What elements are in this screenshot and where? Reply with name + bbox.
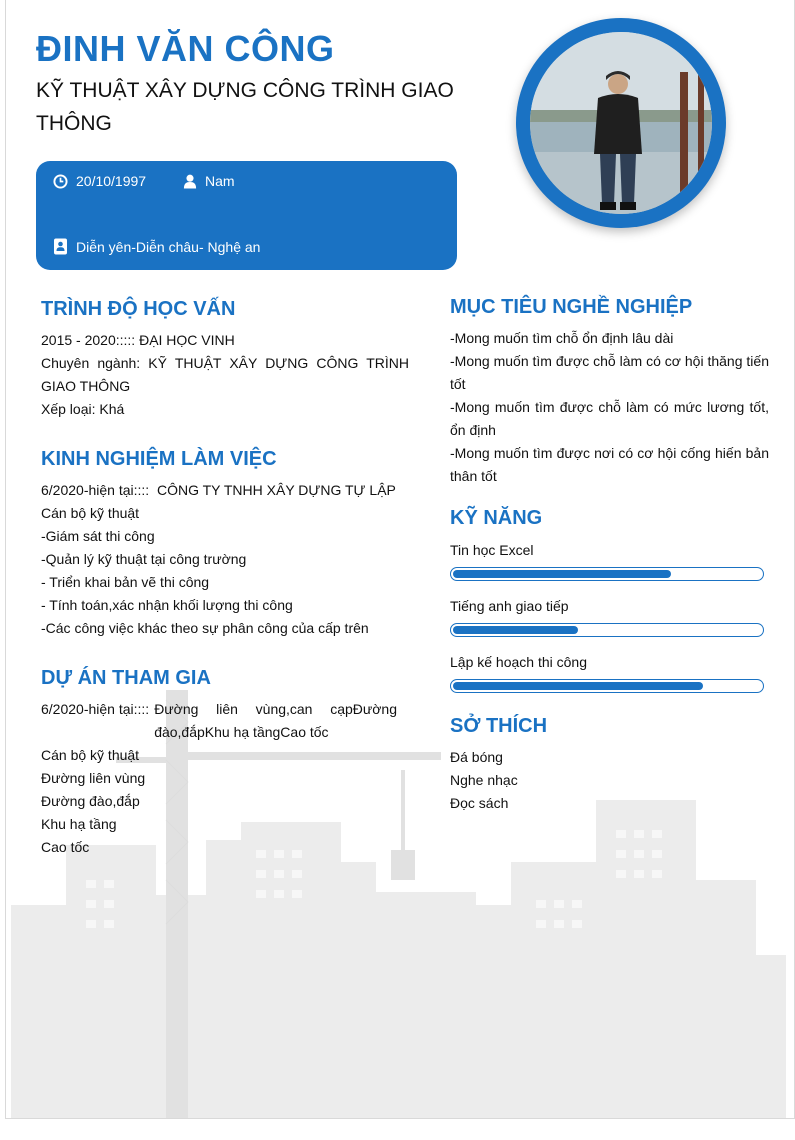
- list-item: -Giám sát thi công: [41, 528, 155, 544]
- user-icon: [183, 174, 197, 189]
- birthday-value: 20/10/1997: [76, 173, 147, 189]
- candidate-name: ĐINH VĂN CÔNG: [36, 28, 335, 69]
- skill-name: Tiếng anh giao tiếp: [450, 598, 569, 614]
- list-item: Nghe nhạc: [450, 772, 518, 788]
- list-item: Cao tốc: [41, 839, 90, 855]
- skill-bar: [450, 567, 764, 581]
- list-item: -Mong muốn tìm được chỗ làm có mức lương tốt, ổn định: [450, 399, 769, 438]
- gender-item: [183, 173, 235, 189]
- list-item: -Quản lý kỹ thuật tại công trường: [41, 551, 247, 567]
- contact-book-icon: [53, 238, 68, 255]
- list-item: Cán bộ kỹ thuật: [41, 505, 140, 521]
- objective-title: MỤC TIÊU NGHỀ NGHIỆP: [450, 296, 693, 318]
- list-item: Đọc sách: [450, 795, 509, 811]
- education-line: [41, 329, 409, 352]
- list-item: -Mong muốn tìm được chỗ làm có cơ hội thăng tiến tốt: [450, 353, 769, 392]
- education-major: Chuyên ngành: KỸ THUẬT XÂY DỰNG CÔNG TRÌNH GIAO THÔNG: [41, 355, 409, 394]
- skill-name: Lập kế hoạch thi công: [450, 654, 587, 670]
- objective-content: [450, 327, 769, 488]
- list-item: Đường liên vùng: [41, 770, 146, 786]
- skill-bar-fill: [453, 626, 578, 634]
- skill-bar-fill: [453, 682, 703, 690]
- list-item: -Mong muốn tìm được nơi có cơ hội cống hiến bản thân tốt: [450, 445, 769, 484]
- experience-title: KINH NGHIỆM LÀM VIỆC: [41, 448, 277, 470]
- profile-photo: [530, 32, 712, 214]
- project-header: [41, 698, 397, 744]
- list-item: - Tính toán,xác nhận khối lượng thi công: [41, 597, 293, 613]
- skill-bar: [450, 623, 764, 637]
- address-item: [53, 238, 260, 255]
- education-title: TRÌNH ĐỘ HỌC VẤN: [41, 298, 236, 320]
- education-period: 2015 - 2020:::::: [41, 332, 136, 348]
- hobbies-content: [450, 746, 750, 815]
- hobbies-title: SỞ THÍCH: [450, 715, 548, 737]
- list-item: Đá bóng: [450, 749, 503, 765]
- list-item: -Các công việc khác theo sự phân công của cấp trên: [41, 620, 369, 636]
- list-item: -Mong muốn tìm chỗ ổn định lâu dài: [450, 330, 674, 346]
- profile-photo-illustration: [530, 32, 712, 214]
- education-content: [41, 329, 409, 421]
- project-period: 6/2020-hiện tại::::: [41, 701, 150, 717]
- list-item: - Triển khai bản vẽ thi công: [41, 574, 210, 590]
- job-title: KỸ THUẬT XÂY DỰNG CÔNG TRÌNH GIAO THÔNG: [36, 79, 454, 135]
- skill-name: Tin học Excel: [450, 542, 534, 558]
- list-item: Đường đào,đắp: [41, 793, 140, 809]
- skill-bar: [450, 679, 764, 693]
- personal-info-box: [36, 161, 457, 270]
- gender-value: Nam: [205, 173, 235, 189]
- experience-header: [41, 479, 409, 502]
- experience-content: [41, 479, 409, 640]
- list-item: Khu hạ tầng: [41, 816, 117, 832]
- avatar: [516, 18, 726, 228]
- experience-period: 6/2020-hiện tại::::: [41, 482, 150, 498]
- address-value: Diễn yên-Diễn châu- Nghệ an: [76, 238, 261, 255]
- education-school: ĐẠI HỌC VINH: [139, 332, 235, 348]
- education-grade: Xếp loại: Khá: [41, 401, 125, 417]
- projects-title: DỰ ÁN THAM GIA: [41, 667, 211, 689]
- skills-title: KỸ NĂNG: [450, 507, 543, 529]
- list-item: Cán bộ kỹ thuật: [41, 747, 140, 763]
- project-name: Đường liên vùng,can cạpĐường đào,đắpKhu hạ tầngCao tốc: [154, 701, 397, 740]
- cv-page: [5, 0, 795, 1119]
- projects-content: [41, 698, 397, 859]
- experience-company: CÔNG TY TNHH XÂY DỰNG TỰ LẬP: [156, 482, 396, 498]
- birthday-item: [53, 173, 146, 189]
- clock-icon: [53, 174, 68, 189]
- skill-bar-fill: [453, 570, 671, 578]
